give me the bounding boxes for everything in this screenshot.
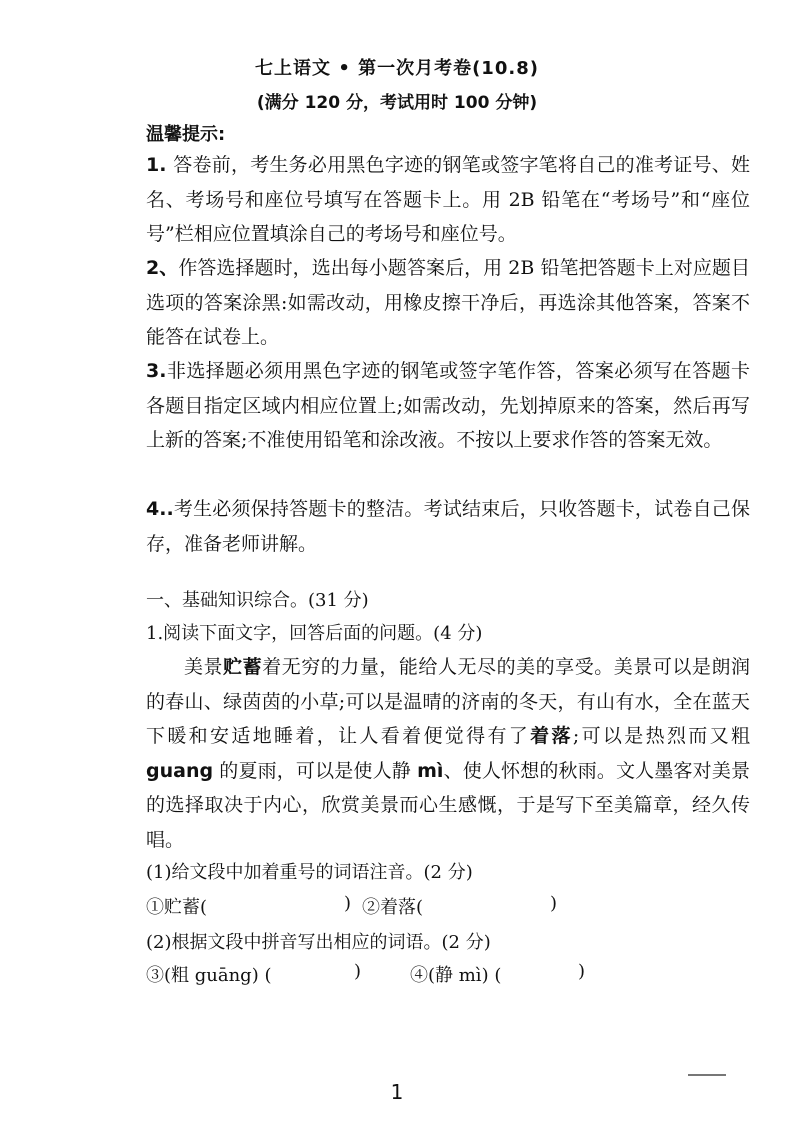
tip-number: 4.. [146, 498, 174, 520]
emphasized-word: 贮蓄 [223, 656, 263, 678]
answer-item: ④(静 mì) ( [410, 965, 502, 986]
scan-mark [688, 1074, 726, 1076]
tip-item-1 [146, 148, 750, 252]
pinyin: guang [146, 759, 214, 782]
passage-text: 美景 [184, 656, 224, 678]
passage-text: 、使人怀想的秋雨。文人墨客对美景的选择取决于内心，欣赏美景而心生感慨，于是写下至美篇章，经久传唱。 [146, 759, 750, 851]
section-heading: 一、基础知识综合。(31 分) [146, 590, 369, 611]
answer-item: ①贮蓄( [146, 897, 208, 918]
sub-question-1: (1)给文段中加着重号的词语注音。(2 分) [146, 862, 473, 883]
exam-subtitle: (满分 120 分，考试用时 100 分钟) [256, 93, 538, 113]
passage-text: 的夏雨，可以是使人静 [213, 759, 418, 782]
tip-item-2 [146, 251, 750, 355]
tip-item-3 [146, 354, 750, 458]
passage-text: 着无穷的力量，能给人无尽的美的享受。美景可以是朗润的春山、绿茵茵的小草;可以是温晴的济南的冬天，有山有水，全在蓝天下暖和安适地睡着，让人看着便觉得有了 [146, 656, 750, 747]
tip-number: 2、 [146, 257, 179, 279]
tip-item-4 [146, 492, 750, 561]
answer-close: ) [578, 961, 586, 982]
question-1: 1.阅读下面文字，回答后面的问题。(4 分) [146, 623, 483, 644]
tip-number: 3. [146, 360, 167, 382]
answer-close: ) [550, 893, 558, 914]
tip-text: 答卷前，考生务必用黑色字迹的钢笔或签字笔将自己的准考证号、姓名、考场号和座位号填写在答题卡上。用 2B 铅笔在“考场号”和“座位号”栏相应位置填涂自己的考场号和座位号。 [146, 154, 750, 245]
tip-number: 1. [146, 154, 174, 176]
tips-heading: 温馨提示: [146, 124, 226, 145]
page-number: 1 [390, 1080, 404, 1104]
tip-text: 考生必须保持答题卡的整洁。考试结束后，只收答题卡，试卷自己保存，准备老师讲解。 [146, 498, 750, 555]
tip-text: 非选择题必须用黑色字迹的钢笔或签字笔作答，答案必须写在答题卡各题目指定区域内相应位置上;如需改动，先划掉原来的答案，然后再写上新的答案;不准使用铅笔和涂改液。不按以上要求作答的答案无效。 [146, 360, 750, 451]
emphasized-word: 着落 [530, 725, 573, 747]
reading-passage [146, 650, 750, 857]
answer-close: ) [354, 961, 362, 982]
passage-text: ;可以是热烈而又粗 [572, 725, 750, 747]
exam-title: 七上语文 • 第一次月考卷(10.8) [255, 58, 539, 79]
sub-question-2: (2)根据文段中拼音写出相应的词语。(2 分) [146, 932, 491, 953]
tip-text: 作答选择题时，选出每小题答案后，用 2B 铅笔把答题卡上对应题目选项的答案涂黑:如需改动，用橡皮擦干净后，再选涂其他答案，答案不能答在试卷上。 [146, 257, 750, 348]
answer-item: ③(粗 guāng) ( [146, 965, 272, 986]
answer-item: ②着落( [362, 897, 424, 918]
pinyin: mì [417, 759, 444, 782]
answer-close: ) [344, 893, 352, 914]
